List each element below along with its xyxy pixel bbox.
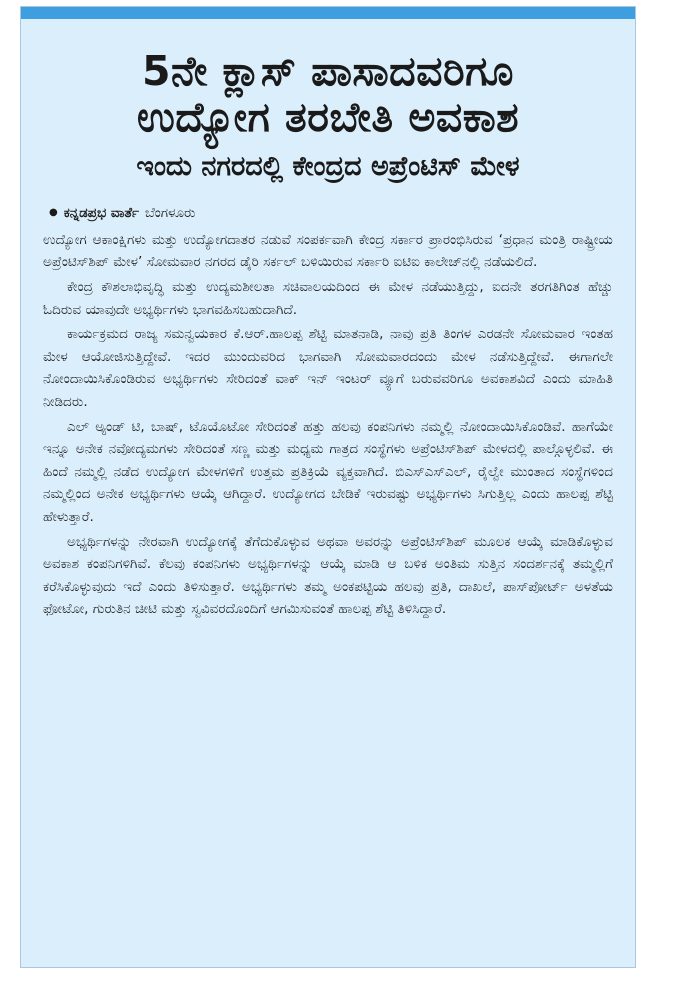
news-clipping bbox=[20, 6, 636, 968]
byline bbox=[49, 205, 635, 221]
byline-city: ಬೆಂಗಳೂರು bbox=[145, 204, 196, 221]
headline-line-1: 5ನೇ ಕ್ಲಾಸ್ ಪಾಸಾದವರಿಗೂ bbox=[142, 47, 514, 95]
headline-line-2: ಉದ್ಯೋಗ ತರಬೇತಿ ಅವಕಾಶ bbox=[136, 92, 520, 141]
paragraph: ಉದ್ಯೋಗ ಆಕಾಂಕ್ಷಿಗಳು ಮತ್ತು ಉದ್ಯೋಗದಾತರ ನಡುವೆ ಸಂಪರ್ಕವಾಗಿ ಕೇಂದ್ರ ಸರ್ಕಾರ ಪ್ರಾರಂಭಿಸಿರುವ ‘ಪ್ರಧಾನ ಮಂತ್ರಿ ರಾಷ್ಟ್ರೀಯ ಅಪ್ರೆಂಟಿಸ್‌ಶಿಪ್ ಮೇಳ’ ಸೋಮವಾರ ನಗರದ ಡೈರಿ ಸರ್ಕಲ್ ಬಳಿಯಿರುವ ಸರ್ಕಾರಿ ಐಟಿಐ ಕಾಲೇಜ್‌ನಲ್ಲಿ ನಡೆಯಲಿದೆ. bbox=[43, 231, 613, 271]
bullet-icon: ● bbox=[49, 207, 58, 219]
headline bbox=[21, 49, 635, 141]
subheadline: ಇಂದು ನಗರದಲ್ಲಿ ಕೇಂದ್ರದ ಅಪ್ರೆಂಟಿಸ್ ಮೇಳ bbox=[136, 150, 520, 182]
paragraph: ಕೇಂದ್ರ ಕೌಶಲಾಭಿವೃದ್ಧಿ ಮತ್ತು ಉದ್ಯಮಶೀಲತಾ ಸಚಿವಾಲಯದಿಂದ ಈ ಮೇಳ ನಡೆಯುತ್ತಿದ್ದು, ಐದನೇ ತರಗತಿಗಿಂತ ಹೆಚ್ಚು ಓದಿರುವ ಯಾವುದೇ ಅಭ್ಯರ್ಥಿಗಳು ಭಾಗವಹಿಸಬಹುದಾಗಿದೆ. bbox=[43, 279, 613, 318]
byline-source: ಕನ್ನಡಪ್ರಭ ವಾರ್ತೆ bbox=[63, 204, 140, 221]
top-color-bar bbox=[21, 7, 635, 19]
paragraph: ಕಾರ್ಯಕ್ರಮದ ರಾಜ್ಯ ಸಮನ್ವಯಕಾರ ಕೆ.ಆರ್.ಹಾಲಪ್ಪ ಶೆಟ್ಟಿ ಮಾತನಾಡಿ, ನಾವು ಪ್ರತಿ ತಿಂಗಳ ಎರಡನೇ ಸೋಮವಾರ ಇಂತಹ ಮೇಳ ಆಯೋಜಿಸುತ್ತಿದ್ದೇವೆ. ಇದರ ಮುಂದುವರಿದ ಭಾಗವಾಗಿ ಸೋಮವಾರದಂದು ಮೇಳ ನಡೆಸುತ್ತಿದ್ದೇವೆ. ಈಗಾಗಲೇ ನೋಂದಾಯಿಸಿಕೊಂಡಿರುವ ಅಭ್ಯರ್ಥಿಗಳು ಸೇರಿದಂತೆ ವಾಕ್ ಇನ್ ಇಂಟರ್ ವ್ಯೂಗೆ ಬರುವವರಿಗೂ ಅವಕಾಶವಿದೆ ಎಂದು ಮಾಹಿತಿ ನೀಡಿದರು. bbox=[43, 326, 613, 410]
article-body bbox=[43, 229, 613, 621]
paragraph: ಅಭ್ಯರ್ಥಿಗಳನ್ನು ನೇರವಾಗಿ ಉದ್ಯೋಗಕ್ಕೆ ತೆಗೆದುಕೊಳ್ಳುವ ಅಥವಾ ಅವರನ್ನು ಅಪ್ರೆಂಟಿಸ್‌ಶಿಪ್ ಮೂಲಕ ಆಯ್ಕೆ ಮಾಡಿಕೊಳ್ಳುವ ಅವಕಾಶ ಕಂಪನಿಗಳಿಗಿವೆ. ಕೆಲವು ಕಂಪನಿಗಳು ಅಭ್ಯರ್ಥಿಗಳನ್ನು ಆಯ್ಕೆ ಮಾಡಿ ಆ ಬಳಿಕ ಅಂತಿಮ ಸುತ್ತಿನ ಸಂದರ್ಶನಕ್ಕೆ ತಮ್ಮಲ್ಲಿಗೆ ಕರೆಸಿಕೊಳ್ಳುವುದು ಇದೆ ಎಂದು ತಿಳಿಸುತ್ತಾರೆ. ಅಭ್ಯರ್ಥಿಗಳು ತಮ್ಮ ಅಂಕಪಟ್ಟಿಯ ಹಲವು ಪ್ರತಿ, ದಾಖಲೆ, ಪಾಸ್‌ಪೋರ್ಟ್ ಅಳತೆಯ ಫೋಟೋ, ಗುರುತಿನ ಚೀಟಿ ಮತ್ತು ಸ್ವವಿವರದೊಂದಿಗೆ ಆಗಮಿಸುವಂತೆ ಹಾಲಪ್ಪ ಶೆಟ್ಟಿ ತಿಳಿಸಿದ್ದಾರೆ. bbox=[43, 533, 613, 618]
paragraph: ಎಲ್ ಅ್ಯಂಡ್ ಟಿ, ಬಾಷ್, ಟೊಯೊಟೋ ಸೇರಿದಂತೆ ಹತ್ತು ಹಲವು ಕಂಪನಿಗಳು ನಮ್ಮಲ್ಲಿ ನೋಂದಾಯಿಸಿಕೊಂಡಿವೆ. ಹಾಗೆಯೇ ಇನ್ನೂ ಅನೇಕ ನವೋದ್ಯಮಗಳು ಸೇರಿದಂತೆ ಸಣ್ಣ ಮತ್ತು ಮಧ್ಯಮ ಗಾತ್ರದ ಸಂಸ್ಥೆಗಳು ಅಪ್ರೆಂಟಿಸ್‌ಶಿಪ್ ಮೇಳದಲ್ಲಿ ಪಾಲ್ಗೊಳ್ಳಲಿವೆ. ಈ ಹಿಂದೆ ನಮ್ಮಲ್ಲಿ ನಡೆದ ಉದ್ಯೋಗ ಮೇಳಗಳಿಗೆ ಉತ್ತಮ ಪ್ರತಿಕ್ರಿಯೆ ವ್ಯಕ್ತವಾಗಿದೆ. ಬಿಎಸ್‌ಎಸ್‌ಎಲ್, ರೈಲ್ವೇ ಮುಂತಾದ ಸಂಸ್ಥೆಗಳಿಂದ ನಮ್ಮಲ್ಲಿಂದ ಅನೇಕ ಅಭ್ಯರ್ಥಿಗಳು ಆಯ್ಕೆ ಆಗಿದ್ದಾರೆ. ಉದ್ಯೋಗದ ಬೇಡಿಕೆ ಇರುವಷ್ಟು ಅಭ್ಯರ್ಥಿಗಳು ಸಿಗುತ್ತಿಲ್ಲ ಎಂದು ಹಾಲಪ್ಪ ಶೆಟ್ಟಿ ಹೇಳುತ್ತಾರೆ. bbox=[43, 418, 613, 525]
